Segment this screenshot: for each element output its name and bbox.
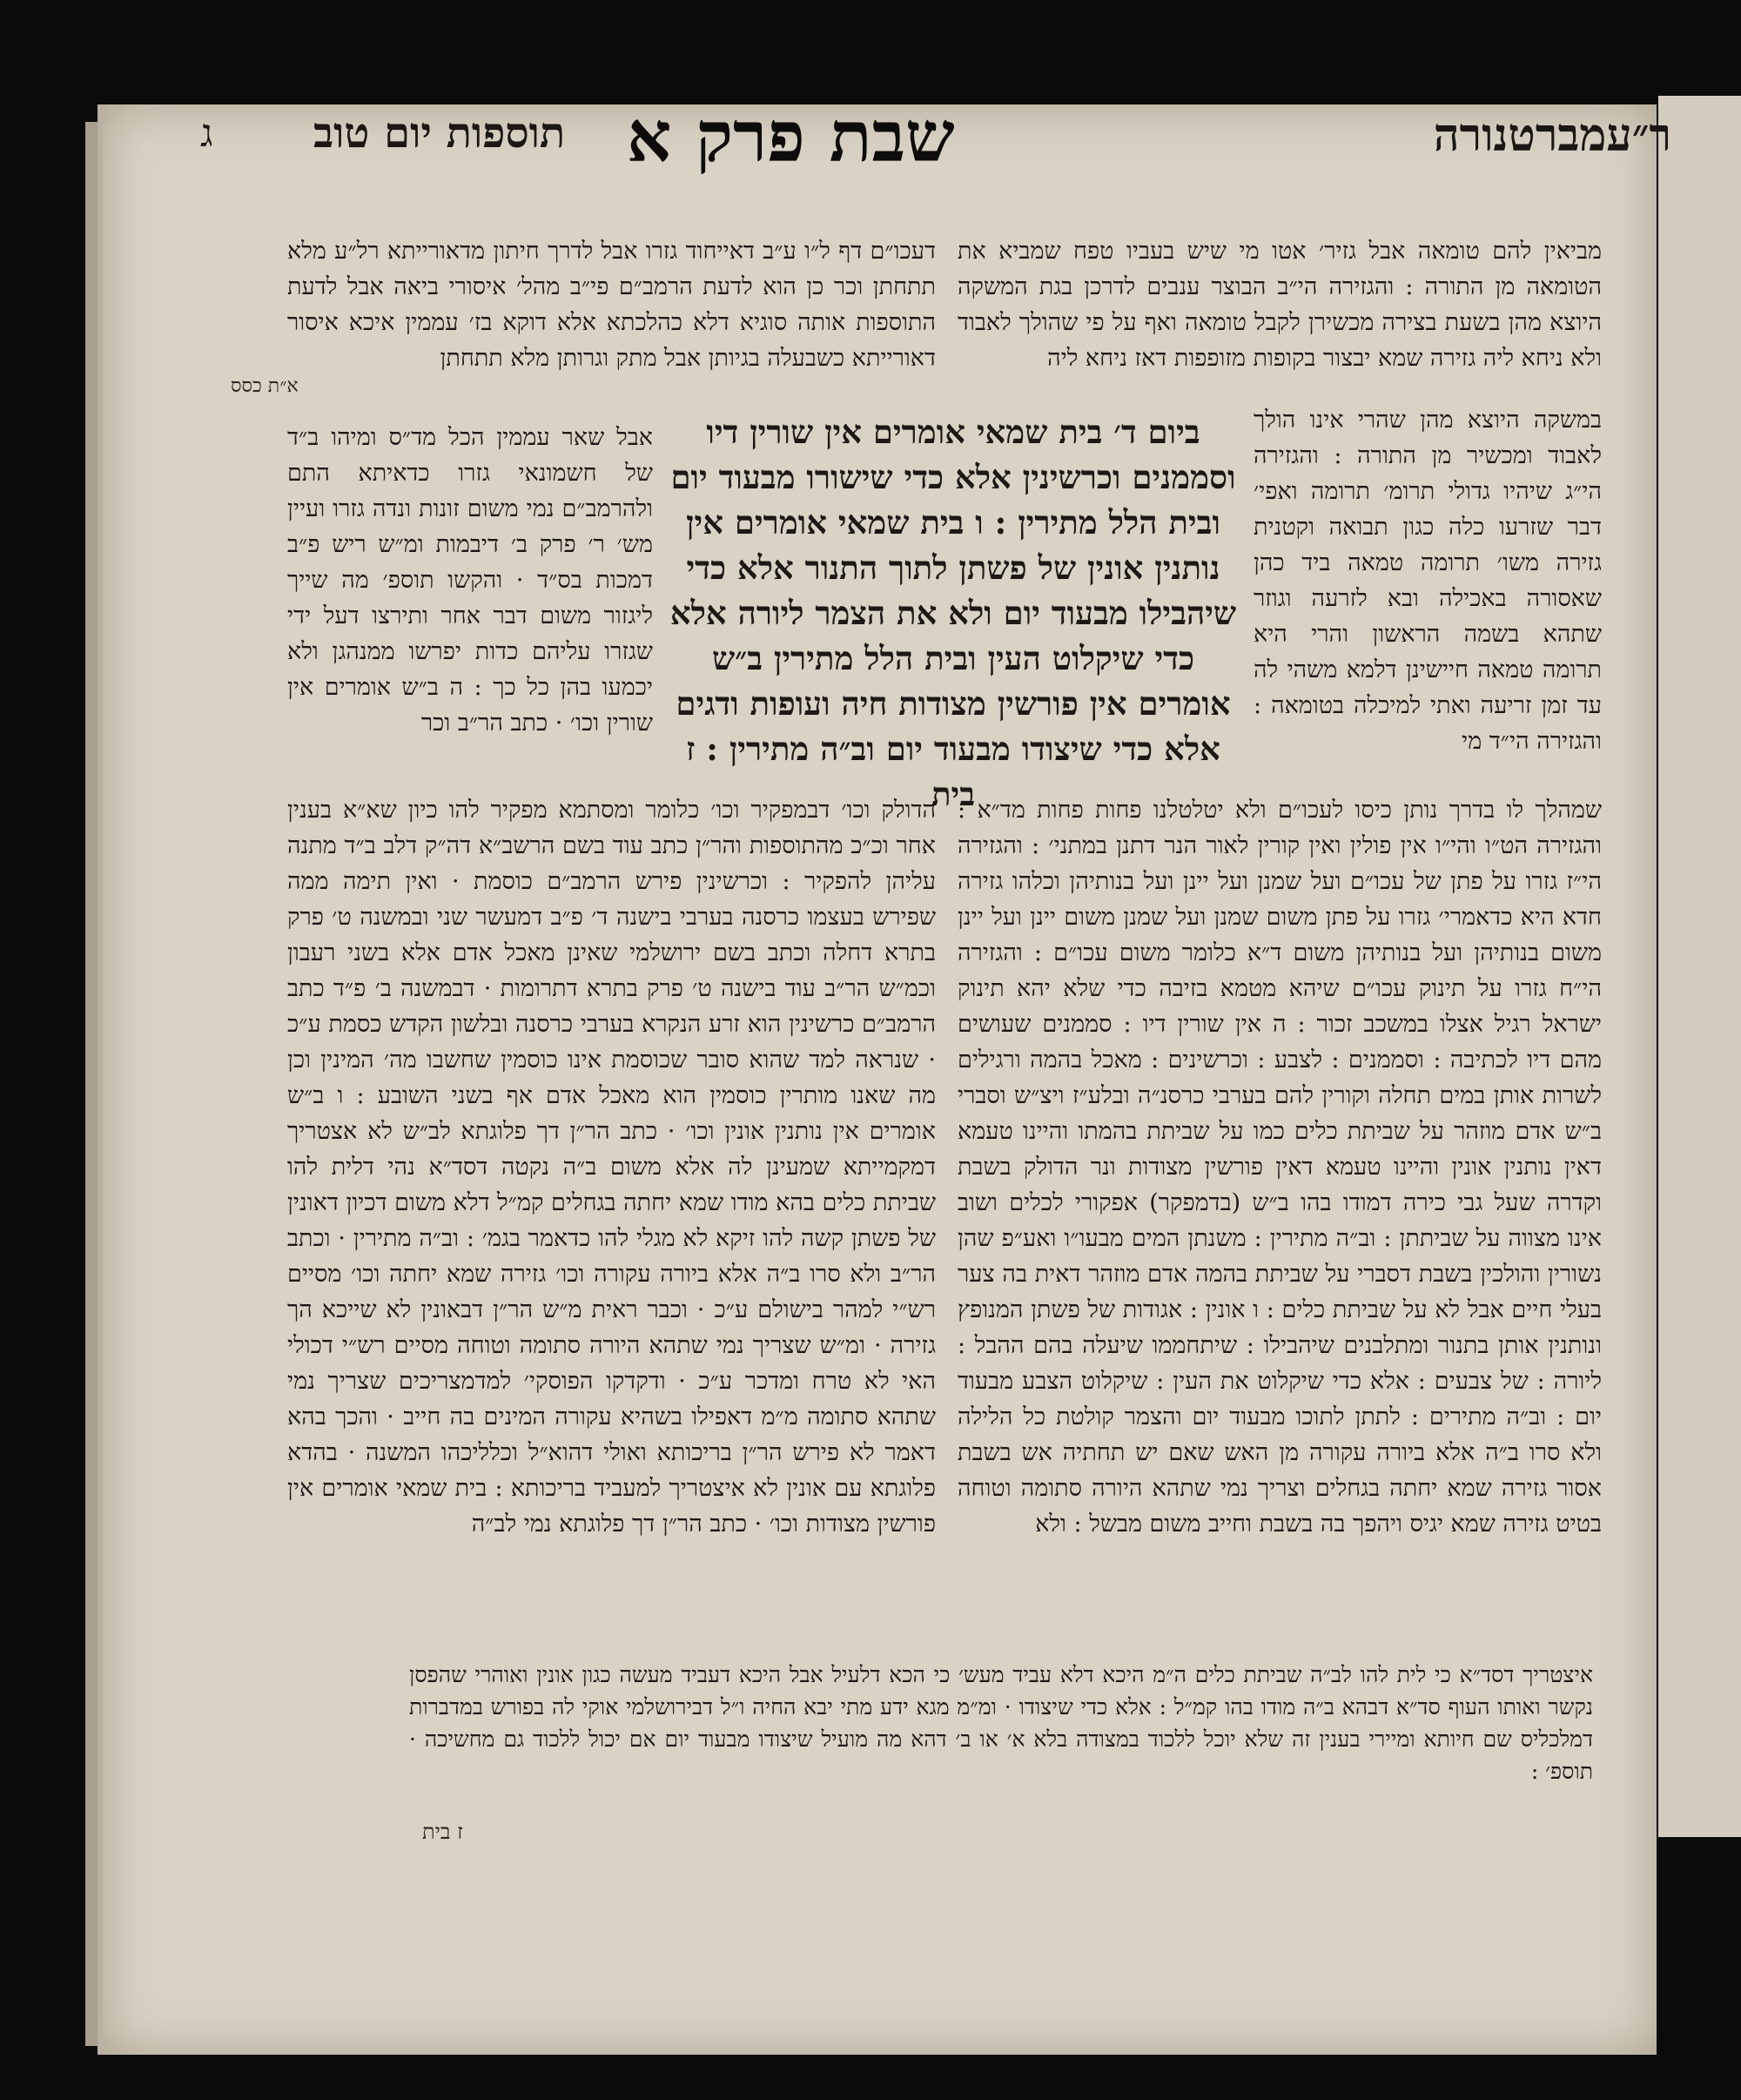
catchword: ז בית <box>422 1820 463 1844</box>
bartenura-side: במשקה היוצא מהן שהרי אינו הולך לאבוד ומכשיר מן התורה : והגזירה הי״ג שיהיו גדולי תרומ׳ תרומה ואפי׳ דבר שזרעו כלה כגון תבואה וקטנית גזירה משו׳ תרומה טמאה ביד כהן שאסורה באכילה ובא לזרעה וגוזר שתהא בשמה הראשון והרי היא תרומה טמאה חיישינן דלמא משהי לה עד זמן זריעה ואתי למיכלה בטומאה : והגזירה הי״ד מי <box>1254 407 1602 755</box>
page-number: ג <box>200 111 213 156</box>
bartenura-top: מביאין להם טומאה אבל גזיר׳ אטו מי שיש בעביו טפח שמביא את הטומאה מן התורה : והגזירה הי״ב הבוצר ענבים לדרכן בגת המשקה היוצא מהן בשעת בצירה מכשירן לקבל טומאה ואף על פי שהולך לאבוד ולא ניחא ליה גזירה שמא יבצור בקופות מזופפות דאז ניחא ליה <box>958 238 1602 372</box>
tosafot-bottom-wide: איצטריך דסד״א כי לית להו לב״ה שביתת כלים ה״מ היכא דלא עביד מעש׳ כי הכא דלעיל אבל היכא דעביד מעשה כגון אונין ואוהרי שהפסן נקשר ואותו העוף סד״א דבהא ב״ה מודו בהו קמ״ל : אלא כדי שיצודו · ומ״מ מגא ידע מתי יבא החיה ו״ל דבירושלמי אוקי לה בפורש במדברות דמלכליס שם חיותא ומיירי בענין זה שלא יוכל ללכוד במצודה בלא א׳ או ב׳ דהא מה מועיל שיצודו מבעוד יום אם יכול ללכוד גם מחשיכה · תוספ׳ : <box>409 1662 1593 1784</box>
tosafot-lower: הדולק וכו׳ דבמפקיר וכו׳ כלומר ומסתמא מפקיר להו כיון שא״א בענין אחר וכ״כ מהתוספות והר״ן כתב עוד בשם הרשב״א דה״ק דלב ב״ד מתנה עליהן להפקיר : וכרשינין פירש הרמב״ם כוסמת · ואין תימה ממה שפירש בעצמו כרסנה בערבי בישנה ד׳ פ״ב דמעשר שני ובמשנה ט׳ פרק בתרא דחלה וכתב בשם ירושלמי שאינן מאכל אדם אלא בשני רעבון וכמ״ש הר״ב עוד בישנה ט׳ פרק בתרא דתרומות · דבמשנה ב׳ פ״ד כתב הרמב״ם כרשינין הוא זרע הנקרא בערבי כרסנה ובלשון הקדש כסמת ע״כ · שנראה למד שהוא סובר שכוסמת אינו כוסמין שחשבו מה׳ המינין וכן מה שאנו מותרין כוסמין הוא מאכל אדם אף בשני השובע : ו ב״ש אומרים אין נותנין אונין וכו׳ · כתב הר״ן דך פלוגתא לב״ש לא אצטריך דמקמייתא שמעינן לה אלא משום ב״ה נקטה דסד״א נהי דלית להו שביתת כלים בהא מודו שמא יחתה בגחלים קמ״ל דלא משום דכיון דאונין של פשתן קשה להו זיקא לא מגלי להו כדאמר בגמ׳ : וב״ה מתירין · וכתב הר״ב ולא סרו ב״ה אלא ביורה עקורה וכו׳ גזירה שמא יחתה וכו׳ מסיים רש״י למהר בישולם ע״כ · וכבר ראית מ״ש הר״ן דבאונין לא שייכא הך גזירה · ומ״ש שצריך נמי שתהא היורה סתומה וטוחה מסיים רש״י דכולי האי לא טרח ומדכר ע״כ · ודקדקו הפוסקי׳ למדמצריכים שצריך נמי שתהא סתומה מ״מ דאפילו בשהיא עקורה המינים בה חייב · והכך בהא דאמר לא פירש הר״ן בריכותא ואולי דהוא״ל וכלליכהו המשנה · בהדא פלוגתא עם אונין לא איצטריך למעביד בריכותא : בית שמאי אומרים אין פורשין מצודות וכו׳ · כתב הר״ן דך פלוגתא נמי לב״ה <box>287 797 937 1538</box>
tosafot-top: דעכו״ם דף ל״ו ע״ב דאייחוד גזרו אבל לדרך חיתון מדאורייתא רל״ע מלא תתחתן וכר כן הוא לדעת הרמב״ם פי״ב מהל׳ איסורי ביאה אבל לדעת התוספות אותה סוגיא דלא כהלכתא אלא דוקא בז׳ עממין איכא איסור דאורייתא כשבעלה בגיותן אבל מתק וגרותן מלא תתחתן <box>287 238 936 372</box>
header-tractate-chapter: שבת פרק א <box>627 96 955 178</box>
header-tosafot-title: תוספות יום טוב <box>313 109 566 158</box>
bartenura-lower: שמהלך לו בדרך נותן כיסו לעכו״ם ולא יטלטלנו פחות פחות מד״א : והגזירה הט״ו והי״ו אין פולין ואין קורין לאור הנר דתנן במתני׳ : והגזירה הי״ז גזרו על פתן של עכו״ם ועל שמנן ועל יינן ועל בנותיהן וכלהו גזירה חדא היא כדאמרי׳ גזרו על פתן משום שמנן ועל שמנן משום יינן ועל יינן משום בנותיהן ועל בנותיהן משום ד״א כלומר משום עכו״ם : והגזירה הי״ח גזרו על תינוק עכו״ם שיהא מטמא בזיבה כדי שלא יהא תינוק ישראל רגיל אצלו במשכב זכור : ה אין שורין דיו : סממנים שעושים מהם דיו לכתיבה : וסממנים : לצבע : וכרשינים : מאכל בהמה ורגילים לשרות אותן במים תחלה וקורין להם בערבי כרסנ״ה ובלע״ז ויצ״ש וסברי ב״ש אדם מוזהר על שביתת כלים כמו על שביתת בהמתו והיינו טעמא דאין נותנין אונין והיינו טעמא דאין פורשין מצודות ונר הדולק בשבת וקדרה שעל גבי כירה דמודו בהו ב״ש (בדמפקר) אפקורי לכלים ושוב אינו מצווה על שביתתן : וב״ה מתירין : משנתן המים מבעו״ו ואע״פ שהן נשורין והולכין בשבת דסברי על שביתת בהמה אדם מוזהר דאית בה צער בעלי חיים אבל לא על שביתת כלים : ו אונין : אגודות של פשתן המנופץ ונותנין אותן בתנור ומתלבנים שיהבילו : שיתחממו שיעלה בהם ההבל : ליורה : של צבעים : אלא כדי שיקלוט את העין : שיקלוט הצבע מבעוד יום : וב״ה מתירים : לתתן לתוכו מבעוד יום והצמר קולטת כל הלילה ולא סרו ב״ה אלא ביורה עקורה מן האש שאם יש תחתיה אש בשבת אסור גזירה שמא יחתה בגחלים וצריך נמי שתהא היורה סתומה וטוחה בטיט גזירה שמא יגיס ויהפך בה בשבת וחייב משום מבשל : ולא <box>958 797 1602 1538</box>
facing-page-edge <box>1658 96 1741 1837</box>
mishnah-text: ביום ד׳ בית שמאי אומרים אין שורין דיו וסממנים וכרשינין אלא כדי שישורו מבעוד יום ובית הלל מתירין : ו בית שמאי אומרים אין נותנין אונין של פשתן לתוך התנור אלא כדי שיהבילו מבעוד יום ולא את הצמר ליורה אלא כדי שיקלוט העין ובית הלל מתירין ב״ש אומרים אין פורשין מצודות חיה ועופות ודגים אלא כדי שיצודו מבעוד יום וב״ה מתירין : ז בית <box>669 413 1237 813</box>
header-commentary-title: ר״עמברטנורה <box>1433 109 1671 162</box>
margin-note: א״ת כסס <box>231 375 299 397</box>
tosafot-side: אבל שאר עממין הכל מד״ס ומיהו ב״ד של חשמונאי גזרו כדאיתא התם ולהרמב״ם נמי משום זונות ונדה גזרו ועיין מש׳ ר׳ פרק ב׳ דיבמות ומ״ש ריש פ״ב דמכות בס״ד · והקשו תוספ׳ מה שייך ליגזור משום דבר אחר ותירצו דעל ידי שגזרו עליהם כדות יפרשו ממנהגן ולא יכמעו בהן כל כך : ה ב״ש אומרים אין שורין וכו׳ · כתב הר״ב וכר <box>287 424 653 737</box>
